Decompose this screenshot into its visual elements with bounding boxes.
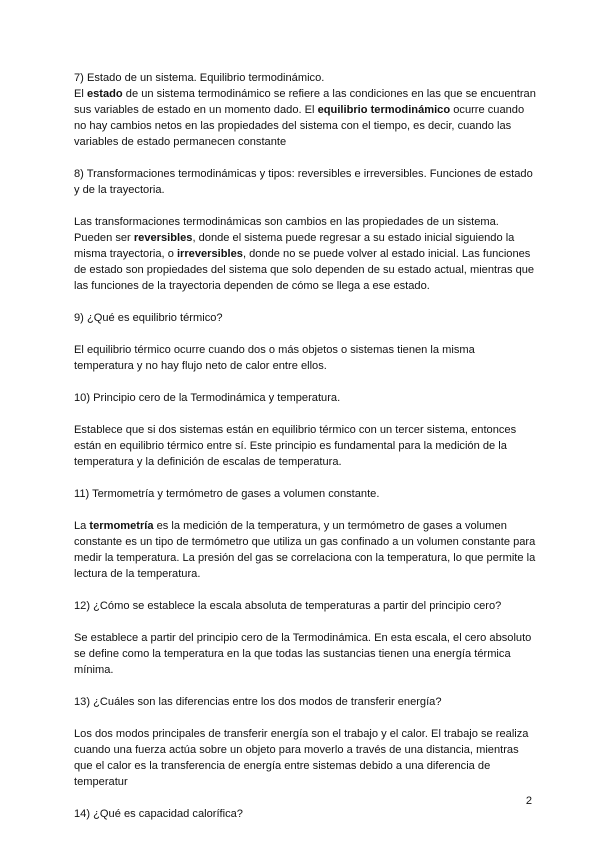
- text-run: Establece que si dos sistemas están en equilibrio térmico con un tercer sistema, entonces están en equilibrio térmico entre sí. Este principio es fundamental para la medición de la temperatura y la definición de escalas de temperatura.: [74, 424, 517, 468]
- text-run: El: [74, 88, 87, 100]
- answer-paragraph: [74, 214, 536, 294]
- text-run: 12) ¿Cómo se establece la escala absoluta de temperaturas a partir del principio cero?: [74, 600, 502, 612]
- text-run: es la medición de la temperatura, y un termómetro de gases a volumen constante es un tipo de termómetro que utiliza un gas confinado a un volumen constante para medir la temperatura. La presión del gas se correlaciona con la temperatura, lo que permite la lectura de la temperatura.: [74, 520, 536, 580]
- text-run: La: [74, 520, 90, 532]
- question-heading: [74, 486, 536, 502]
- bold-term: equilibrio termodinámico: [317, 104, 451, 116]
- text-run: ocurre cuando no hay cambios netos en las propiedades del sistema con el tiempo, es decir, cuando las variables de estado permanecen constante: [74, 104, 525, 148]
- text-run: 11) Termometría y termómetro de gases a volumen constante.: [74, 488, 380, 500]
- bold-term: termometría: [89, 520, 154, 532]
- answer-paragraph: [74, 422, 536, 470]
- text-run: El equilibrio térmico ocurre cuando dos o más objetos o sistemas tienen la misma temperatura y no hay flujo neto de calor entre ellos.: [74, 344, 475, 372]
- text-run: 8) Transformaciones termodinámicas y tipos: reversibles e irreversibles. Funciones de estado y de la trayectoria.: [74, 168, 533, 196]
- question-heading: [74, 598, 536, 614]
- text-run: 14) ¿Qué es capacidad calorífica?: [74, 808, 243, 820]
- text-run: 7) Estado de un sistema. Equilibrio termodinámico.: [74, 72, 325, 84]
- page-number: 2: [525, 795, 532, 807]
- text-run: Se establece a partir del principio cero de la Termodinámica. En esta escala, el cero absoluto se define como la temperatura en la que todas las sustancias tienen una energía térmica mínima.: [74, 632, 532, 676]
- question-heading: [74, 390, 536, 406]
- answer-paragraph: [74, 518, 536, 582]
- answer-paragraph: [74, 726, 536, 790]
- text-run: Los dos modos principales de transferir energía son el trabajo y el calor. El trabajo se realiza cuando una fuerza actúa sobre un objeto para moverlo a través de una distancia, mientras que el calor es la transferencia de energía entre sistemas debido a una diferencia de temperatur: [74, 728, 529, 788]
- text-run: 10) Principio cero de la Termodinámica y temperatura.: [74, 392, 341, 404]
- bold-term: irreversibles: [176, 248, 243, 260]
- text-run: , donde no se puede volver al estado inicial. Las funciones de estado son propiedades del sistema que solo dependen de su estado actual, mientras que las funciones de la trayectoria dependen de cómo se llega a ese estado.: [74, 248, 535, 292]
- answer-paragraph: [74, 630, 536, 678]
- question-heading: [74, 694, 536, 710]
- document-body: [74, 70, 536, 838]
- answer-paragraph: [74, 342, 536, 374]
- text-run: Las transformaciones termodinámicas son cambios en las propiedades de un sistema. Pueden ser: [74, 216, 499, 244]
- section-paragraph: [74, 70, 536, 150]
- question-heading: [74, 166, 536, 198]
- question-heading: [74, 310, 536, 326]
- question-heading: [74, 806, 536, 822]
- text-run: , donde el sistema puede regresar a su estado inicial siguiendo la misma trayectoria, o: [74, 232, 515, 260]
- text-run: de un sistema termodinámico se refiere a las condiciones en las que se encuentran sus variables de estado en un momento dado. El: [74, 88, 536, 116]
- text-run: 9) ¿Qué es equilibrio térmico?: [74, 312, 223, 324]
- bold-term: estado: [86, 88, 123, 100]
- bold-term: reversibles: [133, 232, 193, 244]
- text-run: 13) ¿Cuáles son las diferencias entre los dos modos de transferir energía?: [74, 696, 442, 708]
